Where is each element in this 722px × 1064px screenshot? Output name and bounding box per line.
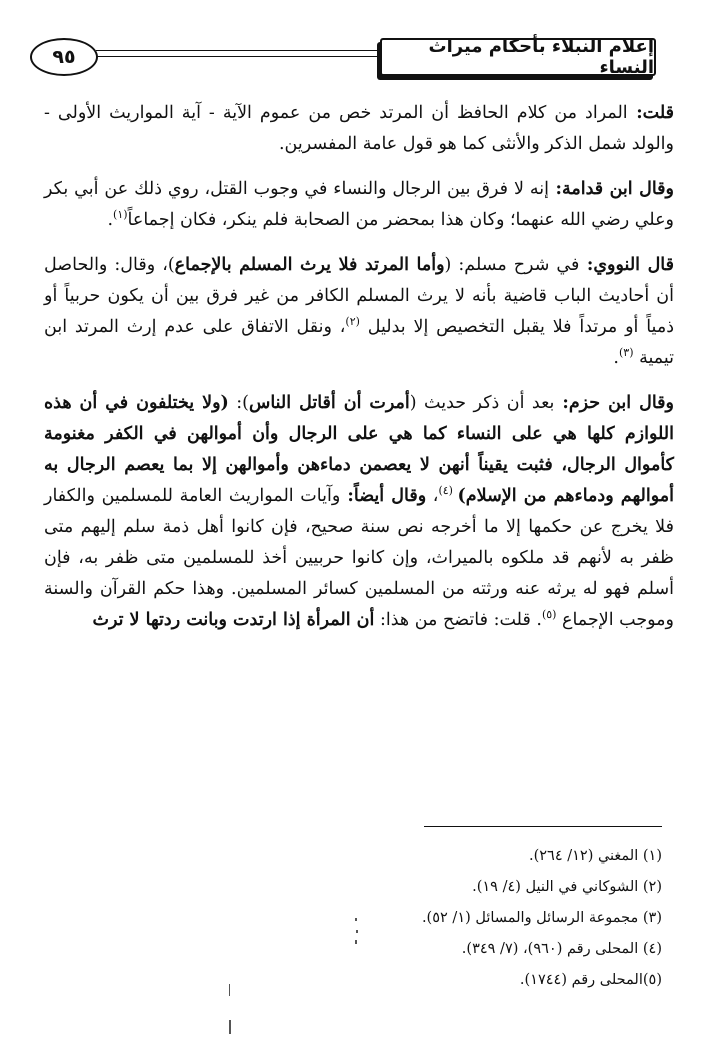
paragraph-4 [44,388,674,636]
text-run: ): [228,393,249,413]
text-run: . قلت: فاتضح من هذا: [374,610,542,630]
footnote-5: (٥)المحلى رقم (١٧٤٤). [519,972,662,988]
text-run: وآيات المواريث العامة للمسلمين والكفار فلا يخرج عن حكمها إلا ما أخرجه نص سنة صحيح، فإن كانوا أهل ذمة سلم إليهم متى ظفر به لأنهم قد ملكوه بالميراث، وإن كانوا حربيين أخذ للمسلمين متى ظفر به، فإن أسلم فهو له يرثه عنه ورثته من المسلمين كسائر المسلمين. وهذا حكم القرآن والسنة وموجب الإجماع [44,486,674,630]
text-run: بعد أن ذكر حديث ( [409,393,555,413]
text-run: أن المرأة إذا ارتدت وبانت ردتها لا ترث [92,610,375,630]
scan-speck [229,1020,231,1034]
footnote-separator [424,826,662,827]
scan-speck [356,930,358,933]
text-run: إنه لا فرق بين الرجال والنساء في وجوب القتل، روي ذلك عن أبي بكر وعلي رضي الله عنهما؛ وكان هذا بمحضر من الصحابة فلم ينكر، فكان إجماعاً [44,179,674,230]
text-run: في شرح مسلم: ( [444,255,580,275]
footnote-ref: (٢) [345,315,360,329]
book-title: إعلام النبلاء بأحكام ميراث النساء [380,38,656,76]
text-run: )، وقال: والحاصل أن أحاديث الباب قاضية بأنه لا يرث المسلم الكافر من غير فرق بين أن يكون حربياً أو ذمياً أو مرتداً فلا يقبل التخصيص إلا بدليل [44,255,675,337]
footnotes [262,846,662,1001]
text-run: قال النووي: [579,255,674,275]
text-run: وقال ابن حزم: [554,393,674,413]
text-run: ، ونقل الاتفاق على عدم إرث المرتد ابن تيمية [44,317,674,368]
footnote-ref: (٤) [438,484,458,498]
text-run: . [107,210,114,230]
body-text [44,98,674,650]
scan-speck [355,940,357,944]
footnote-3: (٣) مجموعة الرسائل والمسائل (١/ ٥٢). [421,910,662,926]
text-run: أمرت أن أقاتل الناس [248,393,410,413]
page-number: ٩٥ [30,38,98,76]
scan-speck [229,984,230,996]
text-run: وقال ابن قدامة: [549,179,674,199]
footnote-ref: (٣) [618,346,634,360]
header-rule-top [96,50,378,51]
paragraph-2 [44,174,674,236]
footnote-ref: (١) [113,208,128,222]
text-run: المراد من كلام الحافظ أن المرتد خص من عموم الآية - آية المواريث الأولى - والولد شمل الذكر والأنثى كما هو قول عامة المفسرين. [44,103,674,154]
text-run: (ولا يختلفون في أن هذه اللوازم كلها هي على النساء كما هي على الرجال وأن أموالهن في الكفر مغنومة كأموال الرجال، فثبت يقيناً أنهن لا يعصمن دماءهن وأموالهن إلا بما يعصم الرجال به أموالهم ودماءهم من الإسلام) [44,393,674,506]
text-run: قلت: [627,103,674,123]
text-run: ، [426,486,439,506]
text-run: وأما المرتد فلا يرث المسلم بالإجماع [174,255,445,275]
paragraph-1 [44,98,674,160]
footnote-1: (١) المغني (١٢/ ٢٦٤). [528,848,662,864]
page-header [30,38,656,80]
text-run: . [613,348,619,368]
footnote-ref: (٥) [541,608,557,622]
scan-speck [355,918,357,921]
header-rule-bottom [96,56,378,57]
paragraph-3 [44,250,674,374]
text-run: وقال أيضاً: [340,486,427,506]
footnote-2: (٢) الشوكاني في النيل (٤/ ١٩). [472,879,662,895]
footnote-4: (٤) المحلى رقم (٩٦٠)، (٧/ ٣٤٩). [461,941,662,957]
